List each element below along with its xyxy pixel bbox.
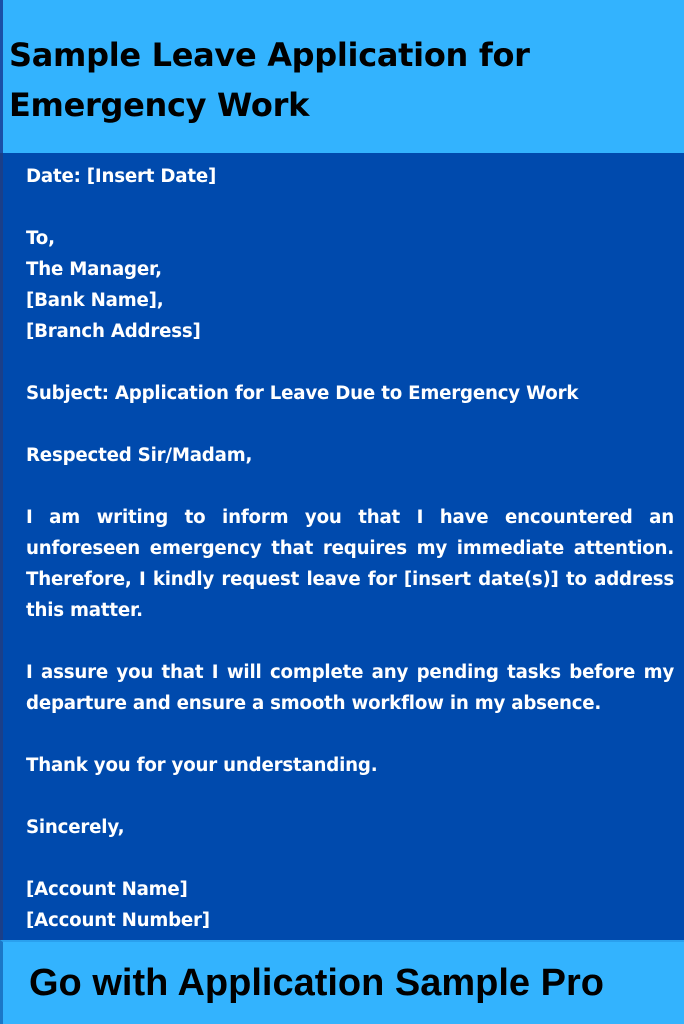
spacer	[26, 626, 674, 657]
letter-date: Date: [Insert Date]	[26, 166, 217, 187]
footer-tagline: Go with Application Sample Pro	[29, 962, 604, 1004]
letter-closing: Sincerely,	[26, 817, 125, 838]
spacer	[26, 192, 674, 223]
letter-subject: Subject: Application for Leave Due to Emergency Work	[26, 383, 579, 404]
spacer	[26, 781, 674, 812]
letter-recipient: The Manager,	[26, 259, 162, 280]
spacer	[26, 719, 674, 750]
letter-thanks: Thank you for your understanding.	[26, 755, 378, 776]
letter-paragraph-2: I assure you that I will complete any pending tasks before my departure and ensure a smooth workflow in my absence.	[26, 662, 674, 714]
spacer	[26, 471, 674, 502]
spacer	[26, 347, 674, 378]
letter-account-name: [Account Name]	[26, 879, 188, 900]
header-banner	[0, 0, 684, 153]
letter-paragraph-1: I am writing to inform you that I have encountered an unforeseen emergency that requires my immediate attention. Therefore, I kindly request leave for [insert date(s)] to address this matter.	[26, 507, 674, 621]
letter-account-number: [Account Number]	[26, 910, 210, 931]
letter-bank-name: [Bank Name],	[26, 290, 164, 311]
letter-panel	[0, 153, 684, 940]
letter-branch-address: [Branch Address]	[26, 321, 201, 342]
page-title: Sample Leave Application for Emergency Work	[9, 36, 530, 124]
spacer	[26, 409, 674, 440]
spacer	[26, 843, 674, 874]
footer-banner	[0, 940, 684, 1024]
letter-body	[26, 161, 674, 936]
letter-salutation: Respected Sir/Madam,	[26, 445, 253, 466]
letter-to: To,	[26, 228, 55, 249]
